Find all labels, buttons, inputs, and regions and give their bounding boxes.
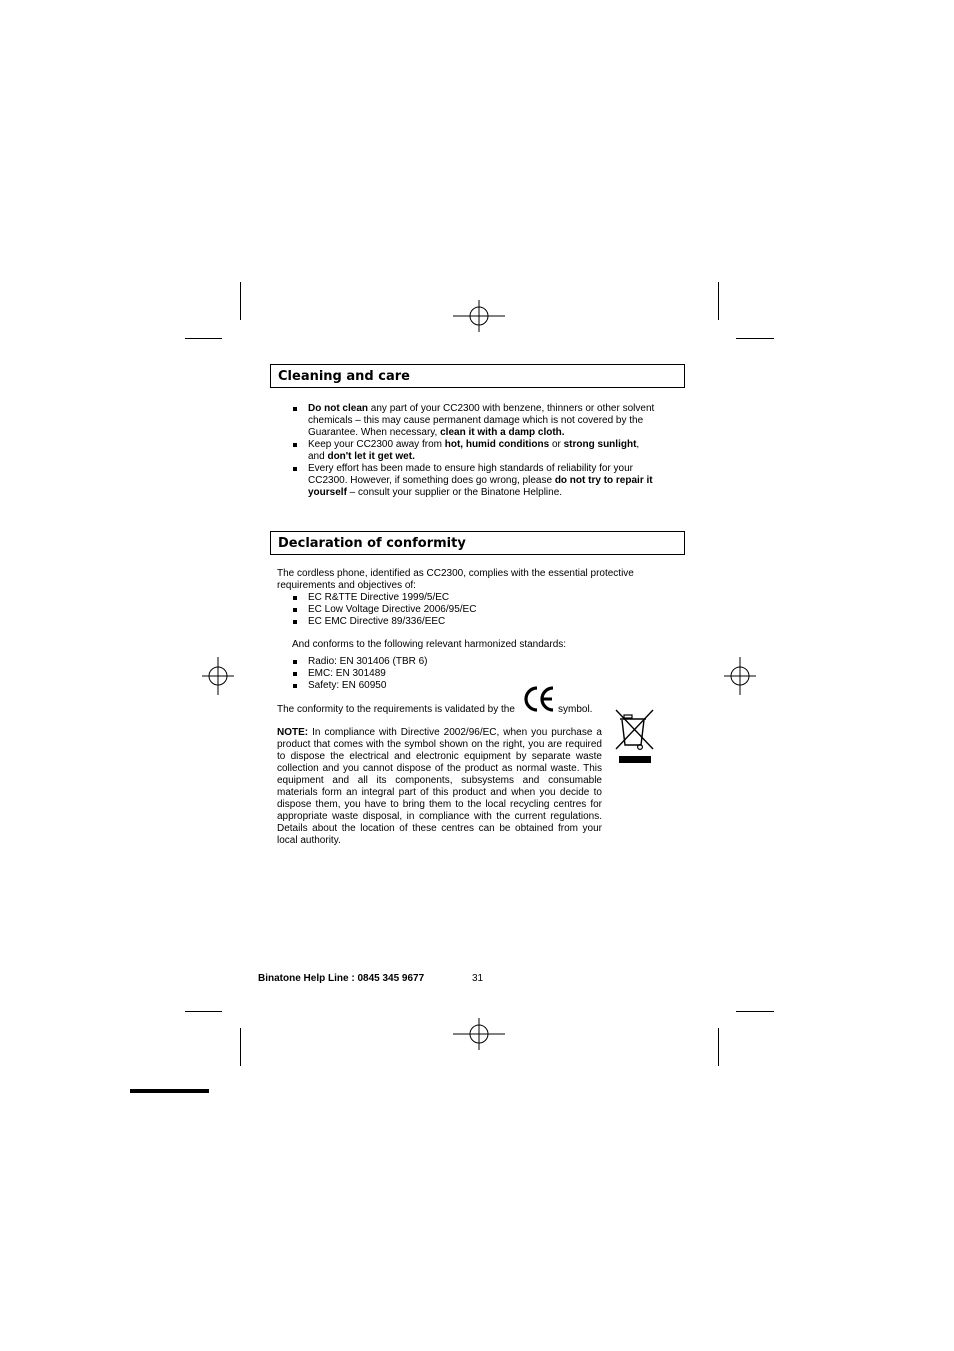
declaration-heading: Declaration of conformity (278, 535, 466, 551)
crop-mark-top-right-h (736, 338, 774, 339)
crop-mark-bottom-left-v (240, 1028, 241, 1066)
validated-after-text: symbol. (558, 704, 593, 715)
registration-mark-left-icon (202, 657, 234, 695)
registration-mark-top-icon (453, 300, 505, 332)
standard-item: Safety: EN 60950 (277, 680, 657, 692)
standards-intro: And conforms to the following relevant harmonized standards: (292, 639, 567, 650)
crop-mark-bottom-right-h (736, 1011, 774, 1012)
crop-mark-bottom-left-h (185, 1011, 222, 1012)
note-label: NOTE: (277, 727, 309, 738)
crop-mark-top-left-v (240, 282, 241, 320)
crop-mark-bottom-right-v (718, 1028, 719, 1066)
declaration-intro: The cordless phone, identified as CC2300, complies with the essential protective requirements and objectives of: (277, 568, 634, 591)
validated-before-text: The conformity to the requirements is validated by the (277, 704, 515, 715)
crossed-out-wheelie-bin-icon (613, 707, 657, 765)
note-text: In compliance with Directive 2002/96/EC, when you purchase a product that comes with the symbol shown on the right, you are required to dispose the electrical and electronic equipment by separate waste collection and you cannot dispose of the product as normal waste. This equipment and all its components, subsystems and consumable materials form an integral part of this product and when you decide to dispose them, you have to bring them to the local recycling centres for appropriate waste disposal, in compliance with the current regulations. Details about the location of these centres can be obtained from your local authority. (277, 727, 602, 846)
footer-helpline: Binatone Help Line : 0845 345 9677 (258, 973, 425, 984)
colour-bar (130, 1089, 209, 1093)
directive-item: EC Low Voltage Directive 2006/95/EC (277, 604, 657, 616)
weee-note (277, 727, 602, 847)
directive-item: EC R&TTE Directive 1999/5/EC (277, 592, 657, 604)
cleaning-item-3: Every effort has been made to ensure high standards of reliability for your CC2300. However, if something does go wrong, please do not try to repair it yourself – consult your supplier or the Binatone Helpline. (277, 463, 677, 499)
declaration-heading-box (270, 531, 685, 555)
crop-mark-top-right-v (718, 282, 719, 320)
cleaning-list (277, 403, 677, 499)
standard-item: Radio: EN 301406 (TBR 6) (277, 656, 657, 668)
crop-mark-top-left-h (185, 338, 222, 339)
cleaning-item-2: Keep your CC2300 away from hot, humid conditions or strong sunlight, and don't let it get wet. (277, 439, 677, 463)
page-number: 31 (472, 973, 484, 984)
ce-mark-icon (523, 684, 555, 714)
registration-mark-right-icon (724, 657, 756, 695)
cleaning-heading: Cleaning and care (278, 368, 410, 384)
directives-list (277, 592, 657, 628)
cleaning-heading-box (270, 364, 685, 388)
registration-mark-bottom-icon (453, 1018, 505, 1050)
cleaning-item-1: Do not clean any part of your CC2300 with benzene, thinners or other solvent chemicals – this may cause permanent damage which is not covered by the Guarantee. When necessary, clean it with a damp cloth. (277, 403, 677, 439)
directive-item: EC EMC Directive 89/336/EEC (277, 616, 657, 628)
standard-item: EMC: EN 301489 (277, 668, 657, 680)
